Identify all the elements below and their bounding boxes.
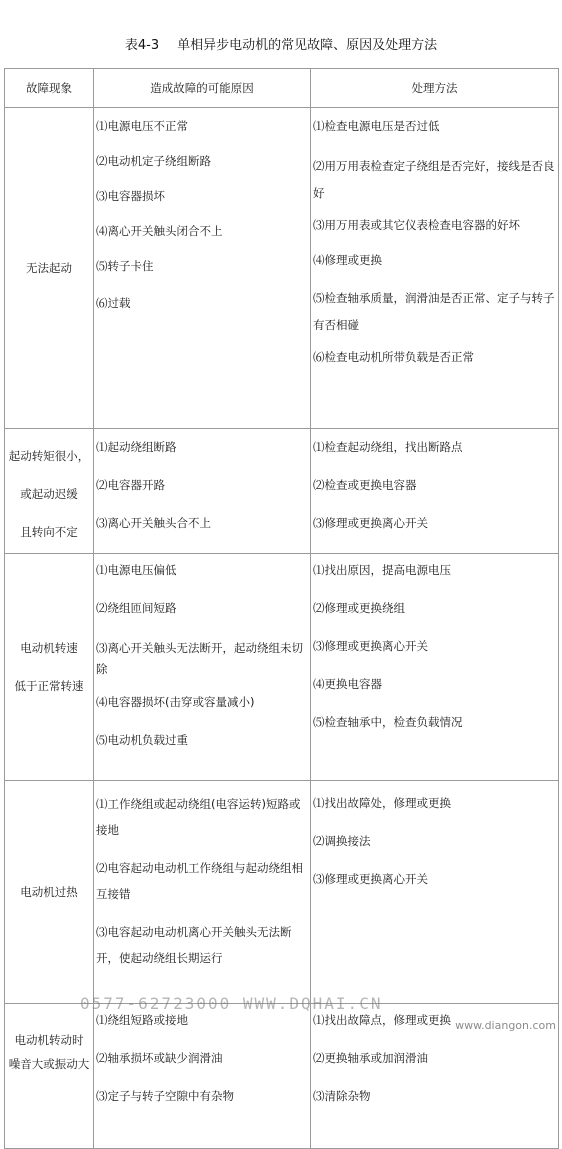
watermark-text: 0577-62723000 WWW.DQHAI.CN [80,994,383,1013]
cause-item: ⑶电容起动电动机离心开关触头无法断开，使起动绕组长期运行 [96,925,292,965]
cause-item: ⑸转子卡住 [96,259,154,273]
cause-item: ⑴电源电压不正常 [96,119,188,133]
cause-item: ⑷离心开关触头闭合不上 [96,224,223,238]
phenomenon-cell [5,781,94,1004]
cause-item: ⑵绕组匝间短路 [96,601,177,615]
header-phenomenon: 故障现象 [5,69,94,108]
remedy-item: ⑴找出故障点，修理或更换 [313,1013,451,1027]
phenomenon-cell [5,429,94,554]
cause-item: ⑵电容器开路 [96,478,165,492]
phenomenon-text: 且转向不定 [20,525,78,539]
phenomenon-text: 电动机过热 [20,885,78,899]
remedy-item: ⑵更换轴承或加润滑油 [313,1051,428,1065]
phenomenon-text: 无法起动 [26,261,72,275]
table-row [5,781,559,1004]
table-title [0,36,562,56]
cause-item: ⑶电容器损坏 [96,189,165,203]
cause-item: ⑷电容器损坏(击穿或容量减小) [96,695,255,709]
cause-item: ⑴电源电压偏低 [96,563,177,577]
remedy-item: ⑷修理或更换 [313,253,382,267]
remedy-item: ⑸检查轴承质量，润滑油是否正常、定子与转子有否相碰 [313,291,555,332]
remedy-item: ⑴检查起动绕组，找出断路点 [313,440,463,454]
cause-item: ⑴绕组短路或接地 [96,1013,188,1027]
cause-item: ⑶定子与转子空隙中有杂物 [96,1089,234,1103]
remedy-item: ⑶修理或更换离心开关 [313,516,428,530]
remedy-cell [311,554,559,781]
cause-cell [94,781,311,1004]
remedy-item: ⑶修理或更换离心开关 [313,639,428,653]
remedy-item: ⑴找出故障处，修理或更换 [313,796,451,810]
remedy-item: ⑵用万用表检查定子绕组是否完好，接线是否良好 [313,159,555,200]
site-watermark: www.diangon.com [455,1019,556,1032]
cause-item: ⑵电容起动电动机工作绕组与起动绕组相互接错 [96,861,303,901]
phenomenon-text: 起动转矩很小， [8,449,90,463]
table-header-row [5,69,559,108]
cause-item: ⑹过载 [96,296,131,310]
fault-table [4,68,559,1149]
header-cause: 造成故障的可能原因 [94,69,311,108]
table-row [5,108,559,429]
remedy-item: ⑵检查或更换电容器 [313,478,417,492]
cause-cell [94,108,311,429]
cause-cell [94,554,311,781]
remedy-item: ⑴找出原因，提高电源电压 [313,563,451,577]
remedy-cell [311,108,559,429]
remedy-item: ⑹检查电动机所带负载是否正常 [313,350,474,364]
table-row [5,429,559,554]
phenomenon-cell [5,554,94,781]
phenomenon-text: 电动机转动时 [14,1033,84,1047]
table-number: 表4-3 [124,38,160,53]
remedy-item: ⑵调换接法 [313,834,371,848]
remedy-item: ⑵修理或更换绕组 [313,601,405,615]
cause-cell [94,1004,311,1149]
phenomenon-text: 电动机转速 [20,641,78,655]
remedy-item: ⑶修理或更换离心开关 [313,872,428,886]
table-title-text: 单相异步电动机的常见故障、原因及处理方法 [177,38,438,53]
cause-item: ⑸电动机负载过重 [96,733,188,747]
phenomenon-text: 或起动迟缓 [20,487,78,501]
remedy-item: ⑴检查电源电压是否过低 [313,119,440,133]
remedy-item: ⑷更换电容器 [313,677,382,691]
phenomenon-cell [5,108,94,429]
phenomenon-cell [5,1004,94,1149]
cause-item: ⑴起动绕组断路 [96,440,177,454]
cause-item: ⑶离心开关触头无法断开，起动绕组未切除 [96,641,303,676]
table-row [5,554,559,781]
cause-item: ⑴工作绕组或起动绕组(电容运转)短路或接地 [96,797,301,837]
cause-item: ⑵轴承损坏或缺少润滑油 [96,1051,223,1065]
phenomenon-text: 低于正常转速 [14,679,84,693]
remedy-item: ⑶清除杂物 [313,1089,371,1103]
cause-cell [94,429,311,554]
remedy-cell [311,781,559,1004]
remedy-item: ⑶用万用表或其它仪表检查电容器的好坏 [313,218,520,232]
header-remedy: 处理方法 [311,69,559,108]
cause-item: ⑶离心开关触头合不上 [96,516,211,530]
phenomenon-text: 噪音大或振动大 [8,1057,90,1071]
remedy-cell [311,429,559,554]
cause-item: ⑵电动机定子绕组断路 [96,154,211,168]
remedy-item: ⑸检查轴承中，检查负载情况 [313,715,463,729]
